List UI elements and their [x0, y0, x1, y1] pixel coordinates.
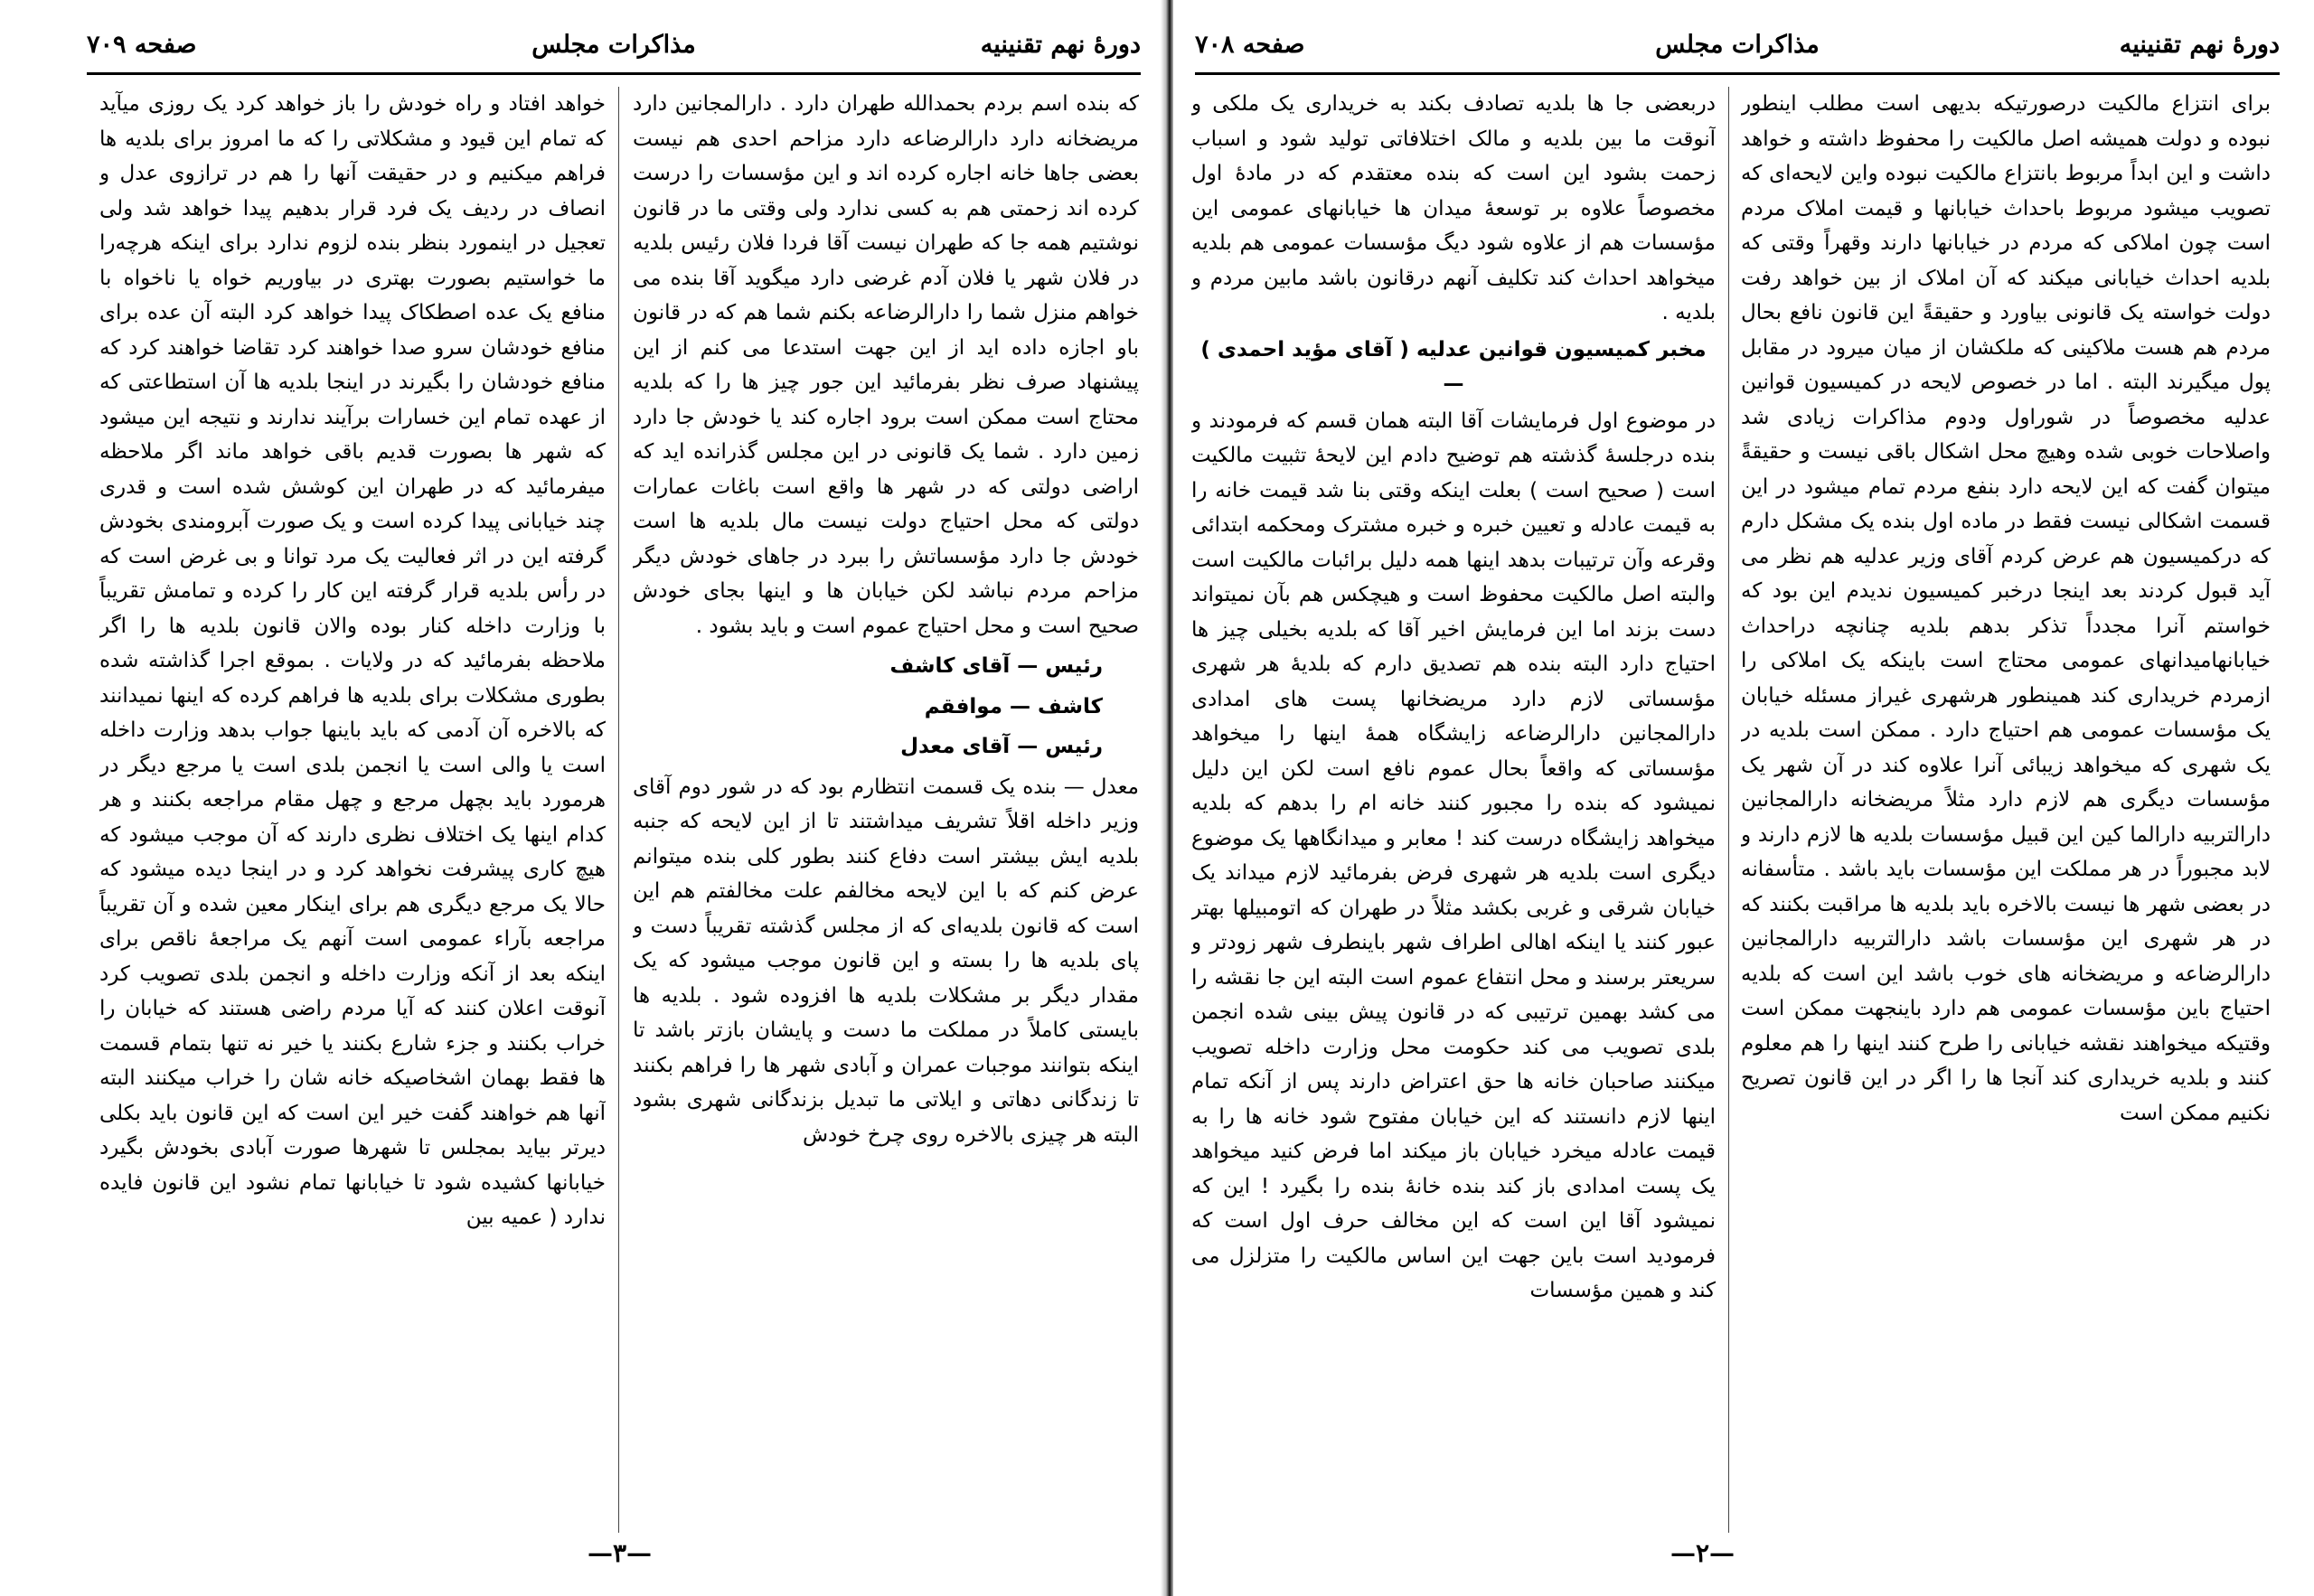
paragraph: که بنده اسم بردم بحمدالله طهران دارد . دارالمجانین دارد مریضخانه دارد دارالرضاعه دارد مزاحم احدی هم نیست بعضی جاها خانه اجاره کرده اند و این مؤسسات را درست کرده اند زحمتی هم به کسی ندارد ولی وقتی ما در قانون نوشتیم همه جا که طهران نیست آقا فردا فلان رئیس بلدیه در فلان شهر یا فلان آدم غرضی دارد میگوید آقا بنده می خواهم منزل شما را دارالرضاعه بکنم شما هم که در قانون باو اجازه داده اید از این جهت استدعا می کنم از این پیشنهاد صرف نظر بفرمائید این جور چیز ها را که بلدیه محتاج است ممکن است برود اجاره کند یا خودش جا دارد زمین دارد . شما یک قانونی در این مجلس گذرانده اید که اراضی دولتی که در شهر ها واقع است باغات عمارات دولتی که محل احتیاج دولت نیست مال بلدیه ها است خودش جا دارد مؤسساتش را ببرد در جاهای خودش دیگر مزاحم مردم نباشد لکن خیابان ها و اینها بجای خودش صحیح است و محل احتیاج عموم است و باید بشود . [633, 92, 1139, 638]
speaker-line: کاشف — موافقم [924, 694, 1103, 718]
paragraph: برای انتزاع مالکیت درصورتیکه بدیهی است مطلب اینطور نبوده و دولت همیشه اصل مالکیت را محفوظ داشته و خواهد داشت و این ابداً مربوط بانتزاع مالکیت نبوده واین لایحه‌ای که تصویب میشود مربوط باحداث خیابانها و قیمت املاک مردم است چون املاکی که مردم در خیابانها دارند وقهراً وقتی که بلدیه احداث خیابانی میکند که آن املاک از بین خواهد رفت دولت خواسته یک قانونی بیاورد و حقیقةً این قانون نافع بحال مردم هم هست ملاکینی که ملکشان از میان میرود در مقابل پول میگیرند البته . اما در خصوص لایحه در کمیسیون قوانین عدلیه مخصوصاً در شوراول ودوم مذاکرات زیادی شد واصلاحات خوبی شده وهیچ محل اشکال باقی نیست و حقیقةً میتوان گفت که این لایحه دارد بنفع مردم تمام میشود در این قسمت اشکالی نیست فقط در ماده اول بنده یک مشکل دارم که درکمیسیون هم عرض کردم آقای وزیر عدلیه هم نظر می آید قبول کردند بعد اینجا درخبر کمیسیون ندیدم این بود که خواستم آنرا مجدداً تذکر بدهم بلدیه چنانچه دراحداث خیابانهامیدانهای عمومی محتاج است باینکه یک املاکی را ازمردم خریداری کند همینطور هرشهری غیراز مسئله خیابان یک مؤسسات عمومی هم احتیاج دارد . ممکن است بلدیه در یک شهری که میخواهد زیبائی آنرا علاوه کند در آن شهر یک مؤسسات دیگری هم لازم دارد مثلاً مریضخانه دارالمجانین دارالتربیه دارالما کین این قبیل مؤسسات بلدیه ها لازم دارند و لابد مجبوراً در هر مملکت این مؤسسات باید باشد . متأسفانه در بعضی شهر ها نیست بالاخره باید بلدیه ها مراقبت بکنند که در هر شهری این مؤسسات باشد دارالتربیه دارالمجانین دارالرضاعه و مریضخانه های خوب باشد این است که بلدیه احتیاج باین مؤسسات عمومی هم دارد باینجهت ممکن است وقتیکه میخواهند نقشه خیابانی را طرح کنند اینها را هم معلوم کنند و بلدیه خریداری کند آنجا ها را اگر در این قانون تصریح نکنیم ممکن است [1741, 92, 2271, 1125]
left-page-number: صفحه ۷۰۹ [87, 31, 197, 59]
right-series-label: دورهٔ نهم تقنینیه [2119, 31, 2280, 59]
left-page-column-right [633, 87, 1139, 1524]
speaker-line: رئیس — آقای معدل [900, 735, 1103, 758]
left-series-label: دورهٔ نهم تقنینیه [980, 31, 1141, 59]
right-folio: —۲— [1670, 1538, 1736, 1568]
paragraph: خواهد افتاد و راه خودش را باز خواهد کرد یک روزی میآید که تمام این قیود و مشکلاتی را که ما امروز برای بلدیه ها فراهم میکنیم و در حقیقت آنها را هم در ترازوی عدل و انصاف در ردیف یک فرد قرار بدهیم پیدا خواهد شد ولی تعجیل در اینمورد بنظر بنده لزوم ندارد برای اینکه هرچه‌را ما خواستیم بصورت بهتری در بیاوریم خواه یا ناخواه با منافع یک عده اصطکاک پیدا خواهد کرد البته آن عده برای منافع خودشان سرو صدا خواهند کرد تقاضا خواهند کرد که منافع خودشان را بگیرند در اینجا بلدیه ها آن استطاعتی که از عهده تمام این خسارات برآیند ندارند و نتیجه این میشود که شهر ها بصورت قدیم باقی خواهد ماند اگر ملاحظه میفرمائید که در طهران این کوشش شده است و قدری چند خیابانی پیدا کرده است و یک صورت آبرومندی بخودش گرفته این در اثر فعالیت یک مرد توانا و بی غرض است که در رأس بلدیه قرار گرفته این کار را کرده و تمامش تقریباً با وزارت داخله کنار بوده والان قانون بلدیه ها را اگر ملاحظه بفرمائید که در ولایات . بموقع اجرا گذاشته شده بطوری مشکلات برای بلدیه ها فراهم کرده که اینها نمیدانند که بالاخره آن آدمی که باید باینها جواب بدهد وزارت داخله است یا والی است یا انجمن بلدی است یا مرجع دیگر در هرمورد باید بچهل مرجع و چهل مقام مراجعه بکنند و هر کدام اینها یک اختلاف نظری دارند که آن موجب میشود که هیچ کاری پیشرفت نخواهد کرد و در اینجا دیده میشود که حالا یک مرجع دیگری هم برای اینکار معین شده و آن تقریباً مراجعه بآراء عمومی است آنهم یک مراجعهٔ ناقص برای اینکه بعد از آنکه وزارت داخله و انجمن بلدی تصویب کرد آنوقت اعلان کنند که آیا مردم راضی هستند که خیابان را خراب بکنند و جزء شارع بکنند یا خیر نه تنها بتمام قسمت ها فقط بهمان اشخاصیکه خانه شان را خراب میکنند البته آنها هم خواهند گفت خیر این است که این قانون باید بکلی دیرتر بیاید بمجلس تا شهرها صورت آبادی بخودش بگیرد خیابانها کشیده شود تا خیابانها تمام نشود این قانون فایده ندارد ( عمیه بین [99, 92, 606, 1229]
right-page-column-left [1191, 87, 1716, 1524]
right-page [1173, 0, 2314, 1596]
right-header-rule [1195, 72, 2280, 75]
left-folio: —۳— [588, 1538, 653, 1568]
left-page-header [87, 31, 1141, 67]
left-page-column-left [99, 87, 606, 1524]
right-page-title: مذاکرات مجلس [1655, 31, 1820, 59]
paragraph: در موضوع اول فرمایشات آقا البته همان قسم که فرمودند و بنده درجلسهٔ گذشته هم توضیح دادم این لایحهٔ تثبیت مالکیت است ( صحیح است ) بعلت اینکه وقتی بنا شد قیمت خانه را به قیمت عادله و تعیین خبره و خبره مشترک ومحکمه ابتدائی وقرعه وآن ترتیبات بدهد اینها همه دلیل برائبات مالکیت است والبته اصل مالکیت محفوظ است و هیچکس هم بآن نمیتواند دست بزند اما این فرمایش اخیر آقا که بلدیه بخیلی چیز ها احتیاج دارد البته بنده هم تصدیق دارم که بلدیهٔ هر شهری مؤسساتی لازم دارد مریضخانها پست های امدادی دارالمجانین دارالرضاعه زایشگاه همهٔ اینها را میخواهد مؤسساتی که واقعاً بحال عموم نافع است لکن این دلیل نمیشود که بنده را مجبور کنند خانه ام را بدهم که بلدیه میخواهد زایشگاه درست کند ! معابر و میدانگاهها یک موضوع دیگری است بلدیه هر شهری فرض بفرمائید لازم میداند یک خیابان شرقی و غربی بکشد مثلاً در طهران که اتومبیلها بهتر عبور کنند یا اینکه اهالی اطراف شهر باینطرف شهر زودتر و سریعتر برسند و محل انتفاع عموم است البته این جا نقشه را می کشد بهمین ترتیبی که در قانون پیش بینی شده انجمن بلدی تصویب می کند حکومت محل وزارت داخله تصویب میکنند صاحبان خانه ها حق اعتراض دارند پس از آنکه تمام اینها لازم دانستند که این خیابان مفتوح شود خانه ها را به قیمت عادله میخرد خیابان باز میکند اما فرض کنید میخواهد یک پست امدادی باز کند بنده خانهٔ بنده را بگیرد ! این که نمیشود آقا این است که این مخالف حرف اول است که فرمودید است باین جهت این اساس مالکیت را متزلزل می کند و همین مؤسسات [1191, 408, 1716, 1302]
left-header-rule [87, 72, 1141, 75]
right-page-header [1195, 31, 2280, 67]
right-page-column-right [1741, 87, 2271, 1524]
paragraph: معدل — بنده یک قسمت انتظارم بود که در شور دوم آقای وزیر داخله اقلاً تشریف میداشتند تا از این لایحه که جنبه بلدیه ایش بیشتر است دفاع کنند بطور کلی بنده میتوانم عرض کنم که با این لایحه مخالفم علت مخالفتم هم این است که قانون بلدیه‌ای که از مجلس گذشته تقریباً دست و پای بلدیه ها را بسته و این قانون موجب میشود که یک مقدار دیگر بر مشکلات بلدیه ها افزوده شود . بلدیه ها بایستی کاملاً در مملکت ما دست و پایشان بازتر باشد تا اینکه بتوانند موجبات عمران و آبادی شهر ها را فراهم بکنند تا زندگانی دهاتی و ایلاتی ما تبدیل بزندگانی شهری بشود البته هر چیزی بالاخره روی چرخ خودش [633, 775, 1139, 1147]
left-page-title: مذاکرات مجلس [531, 31, 696, 59]
section-heading: مخبر کمیسیون قوانین عدلیه ( آقای مؤید احمدی ) — [1200, 337, 1707, 396]
right-column-divider [1728, 87, 1729, 1533]
left-column-divider [618, 87, 619, 1533]
speaker-line: رئیس — آقای کاشف [889, 654, 1103, 678]
right-page-number: صفحه ۷۰۸ [1195, 31, 1305, 59]
paragraph: دربعضی جا ها بلدیه تصادف بکند به خریداری یک ملکی و آنوقت ما بین بلدیه و مالک اختلافاتی تولید شود و اسباب زحمت بشود این است که بنده معتقدم که در مادهٔ اول مخصوصاً علاوه بر توسعهٔ میدان ها خیابانهای عمومی این مؤسسات هم از علاوه شود دیگ مؤسسات عمومی هم بلدیه میخواهد احداث کند تکلیف آنهم درقانون باشد مابین مردم و بلدیه . [1191, 92, 1716, 324]
